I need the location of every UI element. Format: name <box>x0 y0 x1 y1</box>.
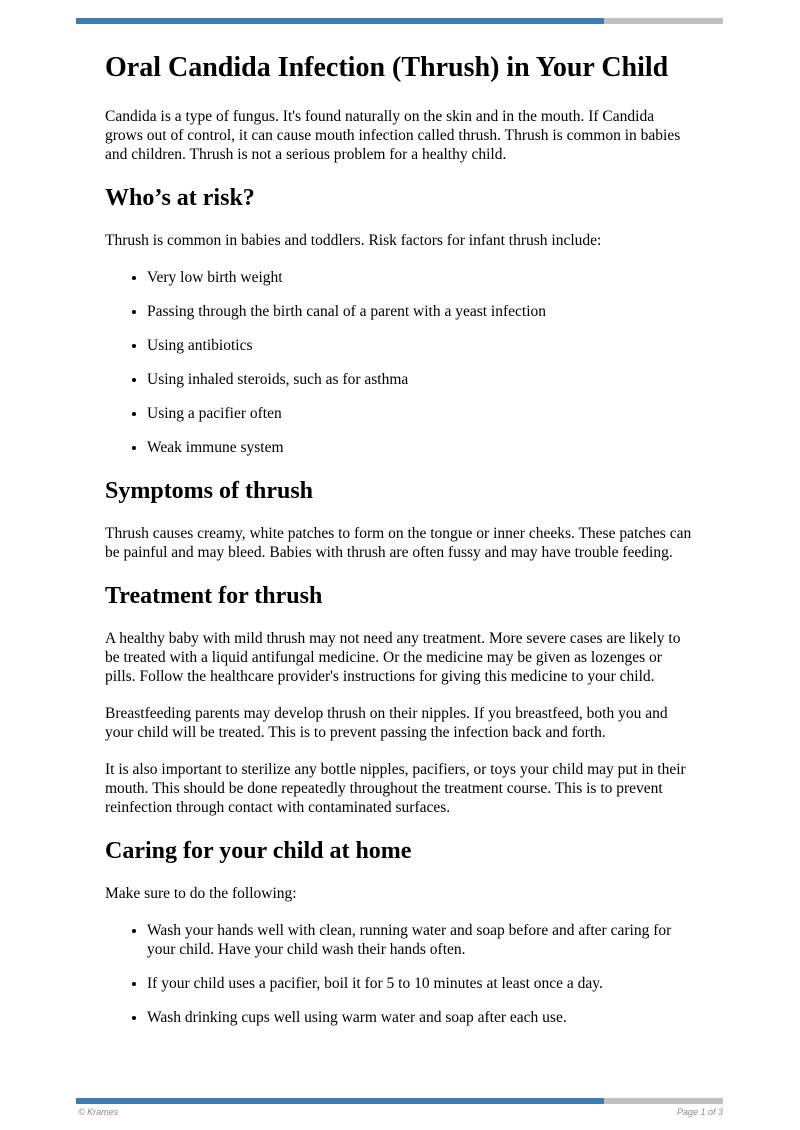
document-content <box>105 0 695 1045</box>
list-item: • Using antibiotics <box>147 336 695 355</box>
section-heading: Symptoms of thrush <box>105 478 314 504</box>
paragraph: A healthy baby with mild thrush may not need any treatment. More severe cases are likely to be treated with a liquid antifungal medicine. Or the medicine may be given as lozenges or pills. Follow the healthcare provider's instructions for giving this medicine to your child. <box>105 630 681 685</box>
footer-rule-blue-segment <box>76 1098 604 1104</box>
page-footer <box>78 1107 723 1117</box>
intro-paragraph: Candida is a type of fungus. It's found naturally on the skin and in the mouth. If Candida grows out of control, it can cause mouth infection called thrush. Thrush is common in babies and children. Thrush is not a serious problem for a healthy child. <box>105 108 681 163</box>
list-item: • If your child uses a pacifier, boil it for 5 to 10 minutes at least once a day. <box>147 974 695 993</box>
section-heading: Treatment for thrush <box>105 583 323 609</box>
risk-factor-list <box>105 268 695 457</box>
list-item: • Wash your hands well with clean, running water and soap before and after caring for your child. Have your child wash their hands often. <box>147 921 695 959</box>
section-symptoms <box>105 477 695 562</box>
footer-copyright: © Krames <box>78 1107 119 1117</box>
section-heading: Who’s at risk? <box>105 185 255 211</box>
section-caring-at-home <box>105 837 695 1027</box>
paragraph: It is also important to sterilize any bottle nipples, pacifiers, or toys your child may put in their mouth. This should be done repeatedly throughout the treatment course. This is to prevent reinfection through contact with contaminated surfaces. <box>105 761 686 816</box>
section-treatment <box>105 582 695 817</box>
care-instruction-list <box>105 921 695 1027</box>
page-title: Oral Candida Infection (Thrush) in Your Child <box>105 52 669 83</box>
list-item: • Using a pacifier often <box>147 404 695 423</box>
list-item: • Very low birth weight <box>147 268 695 287</box>
list-item: • Weak immune system <box>147 438 695 457</box>
footer-rule <box>76 1098 723 1104</box>
list-item: • Passing through the birth canal of a parent with a yeast infection <box>147 302 695 321</box>
section-who-is-at-risk <box>105 184 695 457</box>
section-heading: Caring for your child at home <box>105 838 412 864</box>
paragraph: Thrush is common in babies and toddlers. Risk factors for infant thrush include: <box>105 232 602 249</box>
footer-page-indicator: Page 1 of 3 <box>676 1107 723 1117</box>
footer-rule-gray-segment <box>604 1098 723 1104</box>
paragraph: Make sure to do the following: <box>105 885 297 902</box>
list-item: • Using inhaled steroids, such as for asthma <box>147 370 695 389</box>
paragraph: Thrush causes creamy, white patches to form on the tongue or inner cheeks. These patches can be painful and may bleed. Babies with thrush are often fussy and may have trouble feeding. <box>105 525 692 561</box>
list-item: • Wash drinking cups well using warm water and soap after each use. <box>147 1008 695 1027</box>
paragraph: Breastfeeding parents may develop thrush on their nipples. If you breastfeed, both you and your child will be treated. This is to prevent passing the infection back and forth. <box>105 705 668 741</box>
